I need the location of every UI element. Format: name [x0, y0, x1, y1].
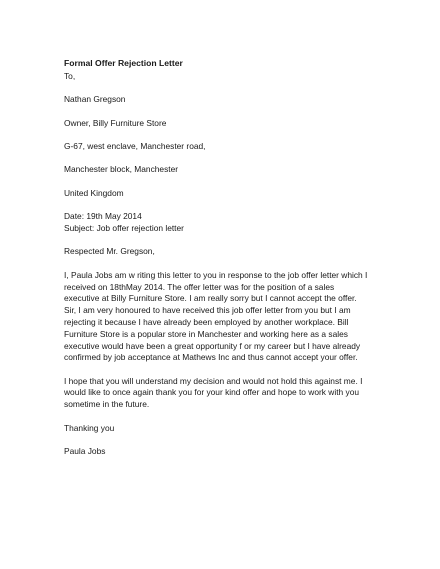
recipient-title: Owner, Billy Furniture Store — [64, 117, 167, 128]
paragraph-line: executive at Billy Furniture Store. I am really sorry but I cannot accept the offer. — [64, 293, 357, 304]
paragraph-line: executive would have been a great opportunity f or my career but I have already — [64, 340, 361, 351]
paragraph-line: confirmed by job acceptance at Mathews Inc and thus cannot accept your offer. — [64, 352, 358, 363]
paragraph-line: received on 18thMay 2014. The offer letter was for the position of a sales — [64, 281, 335, 292]
address-line-2: Manchester block, Manchester — [64, 164, 179, 175]
signature-name: Paula Jobs — [64, 446, 106, 457]
paragraph-line: Furniture Store is a popular store in Manchester and working here as a sales — [64, 328, 348, 339]
letter-date: Date: 19th May 2014 — [64, 211, 142, 222]
body-paragraph-2 — [64, 376, 384, 411]
letter-subject: Subject: Job offer rejection letter — [64, 222, 184, 233]
salutation-to: To, — [64, 70, 76, 81]
paragraph-line: I, Paula Jobs am w riting this letter to you in response to the job offer letter which I — [64, 269, 368, 280]
body-paragraph-1 — [64, 270, 384, 364]
paragraph-line: Sir, I am very honoured to have received this job offer letter from you but I am — [64, 305, 351, 316]
paragraph-line: sometime in the future. — [64, 399, 150, 410]
address-country: United Kingdom — [64, 187, 124, 198]
letter-closing: Thanking you — [64, 422, 115, 433]
letter-greeting: Respected Mr. Gregson, — [64, 246, 155, 257]
letter-body — [64, 58, 384, 458]
address-line-1: G-67, west enclave, Manchester road, — [64, 140, 206, 151]
paragraph-line: I hope that you will understand my decision and would not hold this against me. I — [64, 375, 363, 386]
recipient-name: Nathan Gregson — [64, 94, 126, 105]
paragraph-line: would like to once again thank you for your kind offer and hope to work with you — [64, 387, 360, 398]
letter-title: Formal Offer Rejection Letter — [64, 58, 183, 68]
paragraph-line: rejecting it because I have already been employed by another workplace. Bill — [64, 316, 349, 327]
